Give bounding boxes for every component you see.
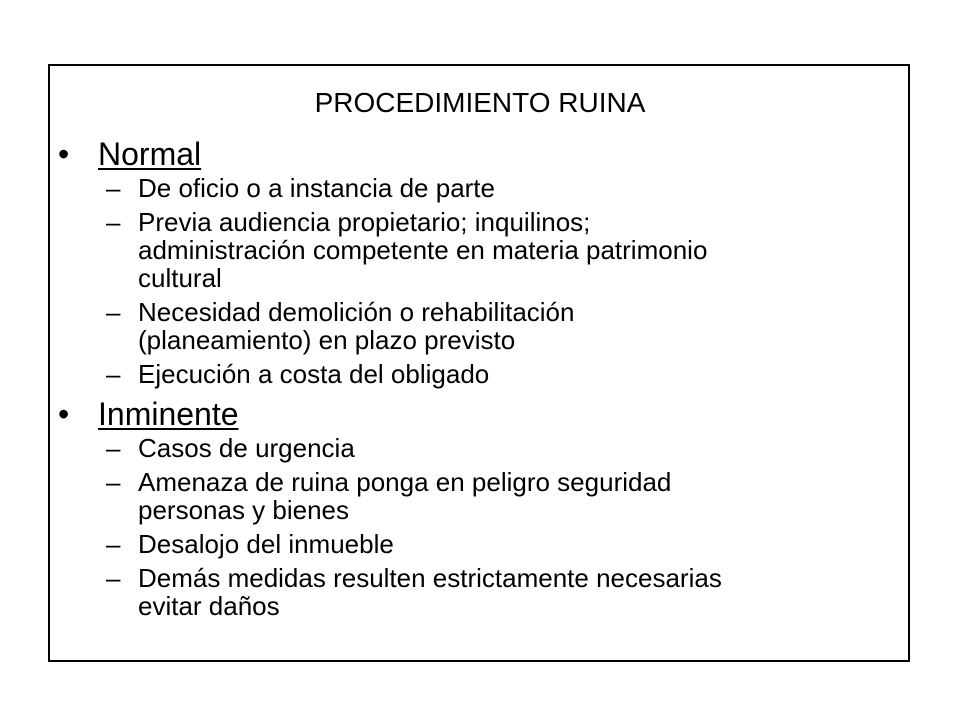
section-normal-items [58,174,918,388]
list-item-text: Casos de urgencia [138,433,355,463]
list-item [58,434,918,462]
list-item [58,530,918,558]
bullet-icon: • [58,396,70,432]
dash-icon: – [106,207,121,237]
list-item [58,208,918,292]
bullet-icon: • [58,136,70,172]
list-item-text: Amenaza de ruina ponga en peligro seguridad personas y bienes [138,467,672,525]
dash-icon: – [106,359,121,389]
list-item [58,174,918,202]
list-item-text: Necesidad demolición o rehabilitación (planeamiento) en plazo previsto [138,297,575,355]
slide-content [58,134,918,626]
list-item [58,360,918,388]
dash-icon: – [106,433,121,463]
list-item [58,468,918,524]
list-item-text: Demás medidas resulten estrictamente necesarias evitar daños [138,563,722,621]
list-item-text: Previa audiencia propietario; inquilinos; administración competente en materia patrimonio cultural [138,207,708,293]
list-item-text: De oficio o a instancia de parte [138,173,495,203]
list-item-text: Ejecución a costa del obligado [138,359,490,389]
slide-title: PROCEDIMIENTO RUINA [314,87,646,118]
list-item-text: Desalojo del inmueble [138,529,394,559]
section-inminente [58,394,918,434]
dash-icon: – [106,467,121,497]
list-item [58,298,918,354]
section-label: Normal [98,136,202,172]
dash-icon: – [106,173,121,203]
dash-icon: – [106,297,121,327]
list-item [58,564,918,620]
section-label: Inminente [98,396,239,432]
dash-icon: – [106,563,121,593]
section-inminente-items [58,434,918,620]
section-normal [58,134,918,174]
dash-icon: – [106,529,121,559]
